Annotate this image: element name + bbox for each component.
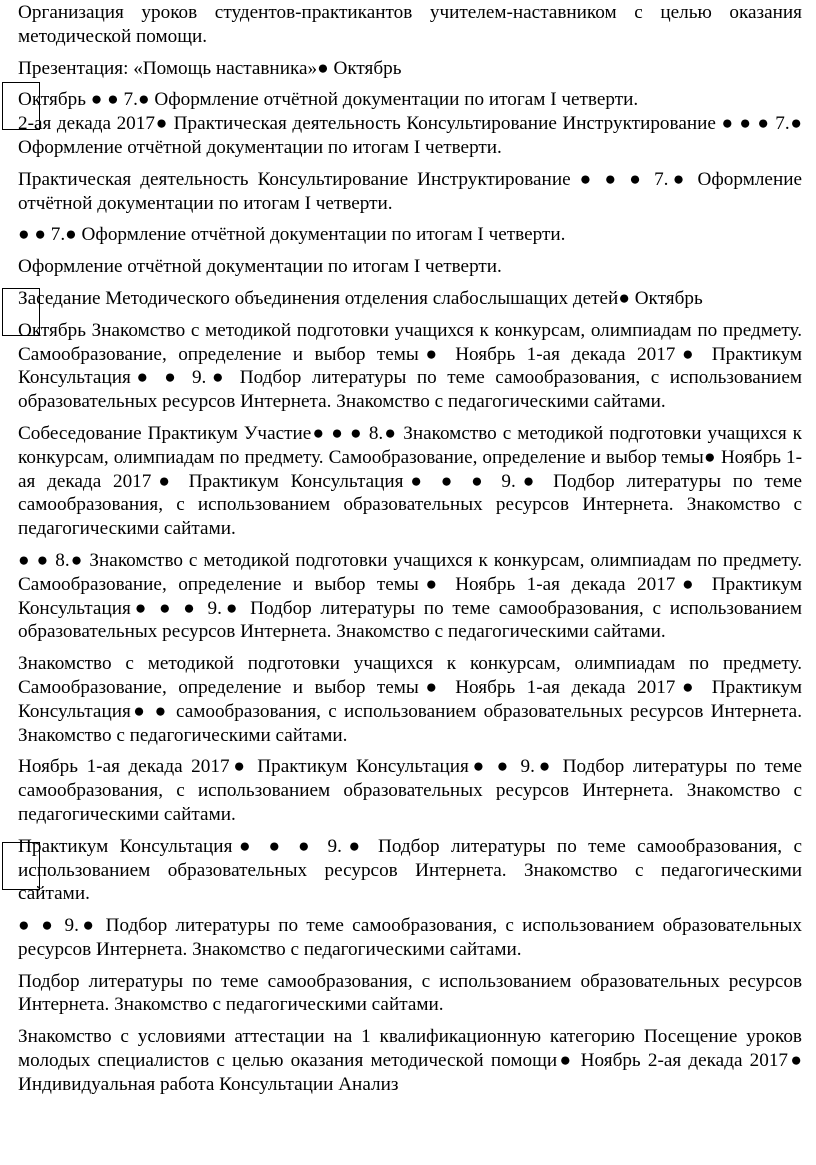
paragraph-2: Презентация: «Помощь наставника»● Октябрь	[18, 57, 402, 79]
paragraph-14: Практикум Консультация● ● ● 9.● Подбор литературы по теме самообразования, с использованием образовательных ресурсов Интернета. Знакомство с педагогическими сайтами.	[18, 835, 802, 905]
paragraph-11: ● ● 8.● Знакомство с методикой подготовки учащихся к конкурсам, олимпиадам по предмету. Самообразование, определение и выбор темы● Ноябрь 1-ая декада 2017● Практикум Консультация● ● ● 9.● Подбор литературы по теме самообразования, с использованием образовательных ресурсов Интернета. Знакомство с педагогическими сайтами.	[18, 549, 802, 643]
document-body	[18, 1, 802, 1105]
paragraph-15: ● ● 9.● Подбор литературы по теме самообразования, с использованием образовательных ресурсов Интернета. Знакомство с педагогическими сайтами.	[18, 915, 802, 960]
paragraph-9: Октябрь Знакомство с методикой подготовки учащихся к конкурсам, олимпиадам по предмету. Самообразование, определение и выбор темы● Ноябрь 1-ая декада 2017● Практикум Консультация● ● 9.● Подбор литературы по теме самообразования, с использованием образовательных ресурсов Интернета. Знакомство с педагогическими сайтами.	[18, 319, 802, 413]
paragraph-13: Ноябрь 1-ая декада 2017● Практикум Консультация● ● 9.● Подбор литературы по теме самообразования, с использованием образовательных ресурсов Интернета. Знакомство с педагогическими сайтами.	[18, 756, 802, 825]
paragraph-17: Знакомство с условиями аттестации на 1 квалификационную категорию Посещение уроков молодых специалистов с целью оказания методической помощи● Ноябрь 2-ая декада 2017● Индивидуальная работа Консультации Анализ	[18, 1026, 802, 1095]
frame-box	[2, 842, 40, 890]
paragraph-4: 2-ая декада 2017● Практическая деятельность Консультирование Инструктирование ● ● ● 7.● Оформление отчётной документации по итогам I четверти.	[18, 113, 802, 158]
paragraph-12: Знакомство с методикой подготовки учащихся к конкурсам, олимпиадам по предмету. Самообразование, определение и выбор темы● Ноябрь 1-ая декада 2017● Практикум Консультация● ● самообразования, с использованием образовательных ресурсов Интернета. Знакомство с педагогическими сайтами.	[18, 653, 802, 746]
paragraph-6: ● ● 7.● Оформление отчётной документации по итогам I четверти.	[18, 224, 566, 246]
frame-box	[2, 82, 40, 130]
paragraph-5: Практическая деятельность Консультирование Инструктирование ● ● ● 7.● Оформление отчётной документации по итогам I четверти.	[18, 168, 802, 214]
paragraph-16: Подбор литературы по теме самообразования, с использованием образовательных ресурсов Интернета. Знакомство с педагогическими сайтами.	[18, 970, 802, 1016]
paragraph-8: Заседание Методического объединения отделения слабослышащих детей● Октябрь	[18, 287, 703, 309]
paragraph-10: Собеседование Практикум Участие● ● ● 8.● Знакомство с методикой подготовки учащихся к конкурсам, олимпиадам по предмету. Самообразование, определение и выбор темы● Ноябрь 1-ая декада 2017● Практикум Консультация● ● ● 9.● Подбор литературы по теме самообразования, с использованием образовательных ресурсов Интернета. Знакомство с педагогическими сайтами.	[18, 422, 802, 540]
paragraph-7: Оформление отчётной документации по итогам I четверти.	[18, 256, 502, 278]
frame-box	[2, 288, 40, 336]
paragraph-3: Октябрь ● ● 7.● Оформление отчётной документации по итогам I четверти.	[18, 89, 639, 111]
paragraph-1: Организация уроков студентов-практикантов учителем-наставником с целью оказания методической помощи.	[18, 2, 802, 47]
